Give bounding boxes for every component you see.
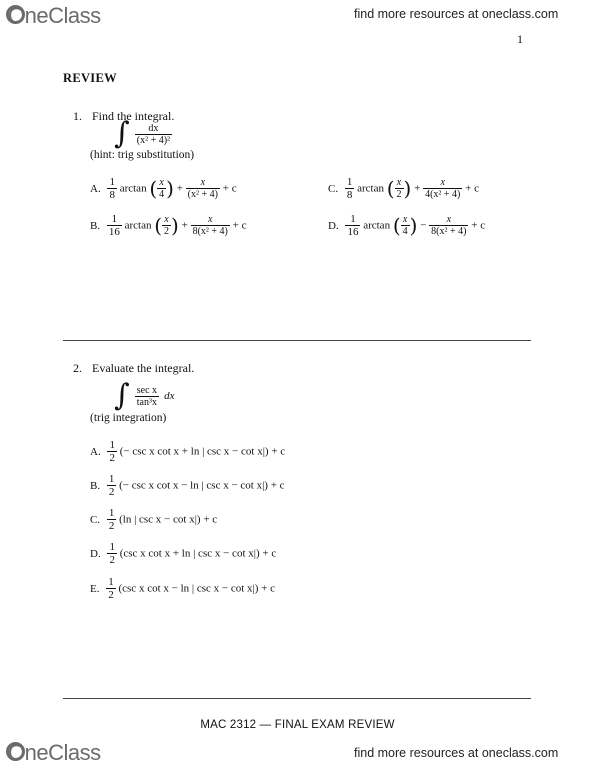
argument: $\frac{x}{2}$ <box>164 214 170 237</box>
function-name: arctan <box>363 219 391 232</box>
integrand-numerator: sec x <box>136 384 158 396</box>
option-label: B. <box>90 219 101 232</box>
page-number: 1 <box>517 32 523 46</box>
q2-integrand <box>135 385 159 408</box>
option-expression: (csc x cot x + ln | csc x − cot x|) + c <box>119 547 277 560</box>
operator: − <box>420 219 427 232</box>
divider-1 <box>63 340 531 341</box>
option-expression: (− csc x cot x + ln | csc x − cot x|) + c <box>119 445 286 458</box>
second-fraction: $\frac{x}{\text{8(x² + 4)}}$ <box>192 214 228 237</box>
differential: dx <box>164 390 175 402</box>
coefficient: $\frac{1}{2}$ <box>108 576 114 601</box>
q2-hint: (trig integration) <box>90 412 167 424</box>
coefficient: $\frac{1}{2}$ <box>108 507 115 532</box>
function-name: arctan <box>357 182 384 195</box>
header-link[interactable]: find more resources at oneclass.com <box>354 7 559 21</box>
option-expression: (ln | csc x − cot x|) + c <box>119 513 218 526</box>
argument: $\frac{x}{2}$ <box>396 177 402 200</box>
constant: + c <box>222 182 237 195</box>
q2-option-b[interactable] <box>90 473 285 498</box>
option-label: C. <box>90 513 101 526</box>
option-label: C. <box>328 182 339 195</box>
q2-prompt: Evaluate the integral. <box>92 361 195 375</box>
option-expression: (− csc x cot x − ln | csc x − cot x|) + c <box>119 479 285 492</box>
constant: + c <box>471 219 486 232</box>
argument: $\frac{x}{4}$ <box>402 214 408 237</box>
logo-text: OneClass <box>8 740 101 765</box>
q2-option-a[interactable] <box>90 439 285 464</box>
option-label: A. <box>90 445 101 458</box>
integrand-numerator: dx <box>148 122 159 134</box>
footer-title: MAC 2312 — FINAL EXAM REVIEW <box>200 719 395 731</box>
integrand-denominator: tan³x <box>135 396 159 408</box>
q1-integral <box>114 116 172 151</box>
constant: + c <box>465 182 479 195</box>
second-fraction: $\frac{x}{\text{8(x² + 4)}}$ <box>431 214 467 237</box>
coefficient: $\frac{1}{2}$ <box>109 541 115 566</box>
integral-sign: ∫ <box>114 116 130 151</box>
q1-option-d[interactable]: D. $\frac{1}{16}$ arctan ( $\frac{x}{4}$ ) − $\frac{x}{\text{8(x² + 4)}}$ + c <box>328 213 486 238</box>
integral-sign: ∫ <box>114 378 130 413</box>
q1-number: 1. <box>73 109 82 123</box>
second-fraction: $\frac{x}{\text{4(x² + 4)}}$ <box>425 177 461 200</box>
coefficient: $\frac{1}{16}$ <box>347 213 359 238</box>
footer-link[interactable]: find more resources at oneclass.com <box>354 746 559 760</box>
q2-option-c[interactable] <box>90 507 217 532</box>
q1-prompt: Find the integral. <box>92 109 175 123</box>
option-label: D. <box>328 219 339 232</box>
coefficient: $\frac{1}{2}$ <box>109 439 115 464</box>
operator: + <box>181 219 188 232</box>
oneclass-logo-bottom[interactable] <box>6 740 101 766</box>
oneclass-logo-top[interactable] <box>6 3 101 29</box>
q1-option-a[interactable]: A. $\frac{1}{8}$ arctan ( $\frac{x}{4}$ ) + $\frac{x}{\text{(x² + 4)}}$ + c <box>90 176 237 201</box>
divider-2 <box>63 698 531 699</box>
q1-option-c[interactable]: C. $\frac{1}{8}$ arctan ( $\frac{x}{2}$ ) + $\frac{x}{\text{4(x² + 4)}}$ + c <box>328 176 479 201</box>
coefficient: $\frac{1}{16}$ <box>108 213 120 238</box>
integrand-denominator: (x² + 4)² <box>136 134 171 146</box>
operator: + <box>414 182 421 195</box>
option-label: B. <box>90 479 101 492</box>
operator: + <box>176 182 183 195</box>
q2-number: 2. <box>73 361 82 375</box>
option-expression: (csc x cot x − ln | csc x − cot x|) + c <box>118 582 275 595</box>
coefficient: $\frac{1}{2}$ <box>108 473 115 498</box>
q2-option-d[interactable] <box>90 541 276 566</box>
constant: + c <box>232 219 247 232</box>
function-name: arctan <box>124 219 152 232</box>
function-name: arctan <box>119 182 147 195</box>
q1-hint: (hint: trig substitution) <box>90 149 195 161</box>
option-label: E. <box>90 582 100 595</box>
option-label: A. <box>90 182 101 195</box>
second-fraction: $\frac{x}{\text{(x² + 4)}}$ <box>187 177 218 200</box>
section-title: REVIEW <box>63 71 117 85</box>
q1-integrand <box>135 123 172 146</box>
coefficient: $\frac{1}{8}$ <box>346 176 353 201</box>
logo-text: OneClass <box>8 3 101 28</box>
q2-integral <box>114 378 175 413</box>
argument: $\frac{x}{4}$ <box>159 177 165 200</box>
coefficient: $\frac{1}{8}$ <box>109 176 115 201</box>
q2-option-e[interactable] <box>90 576 275 601</box>
option-label: D. <box>90 547 101 560</box>
q1-option-b[interactable]: B. $\frac{1}{16}$ arctan ( $\frac{x}{2}$ ) + $\frac{x}{\text{8(x² + 4)}}$ + c <box>90 213 247 238</box>
